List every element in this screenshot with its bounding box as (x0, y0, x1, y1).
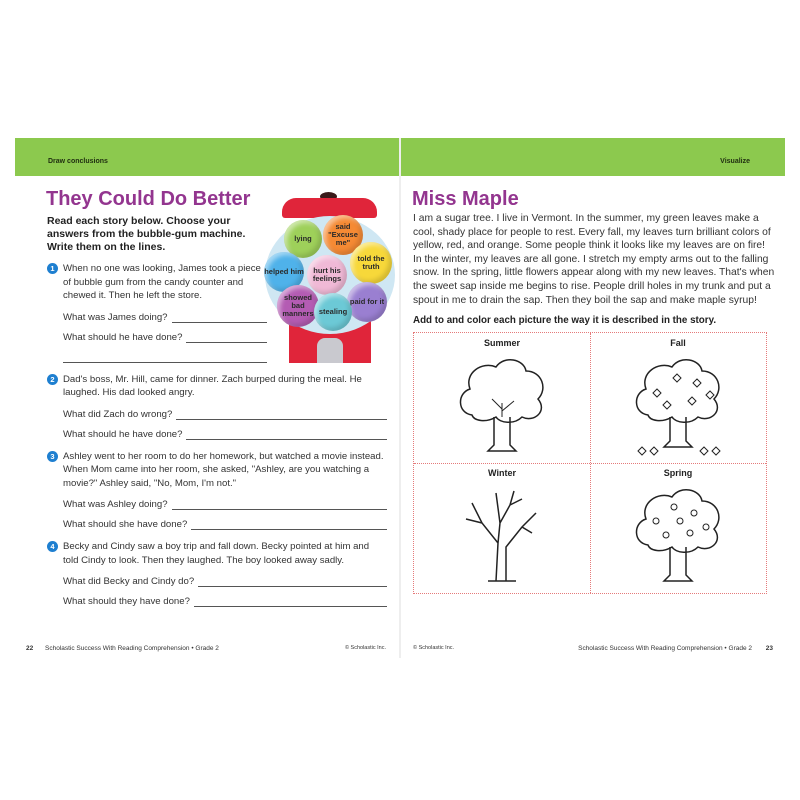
summer-tree-icon (452, 353, 552, 458)
gumball: showed bad manners (277, 285, 319, 327)
right-content (413, 212, 775, 594)
page-title: Miss Maple (412, 188, 519, 210)
answer-line[interactable] (186, 333, 267, 343)
question-label: What was James doing? (63, 311, 168, 323)
spring-tree-icon (628, 483, 728, 588)
footer-title: Scholastic Success With Reading Comprehension • Grade 2 (578, 645, 752, 652)
question-label: What did Zach do wrong? (63, 408, 173, 420)
story-text: I am a sugar tree. I live in Vermont. In the summer, my green leaves make a cool, shady place for people to rest. Every fall, my leaves turn brilliant colors of yellow, red, and orange. Some people think it looks like my leaves are on fire! In the winter, my leaves are all gone. I stretch my empty arms out to the falling snow. In the spring, little flowers appear along with my new leaves. That's when the sweet sap inside me begins to rise. People drill holes in my trunk and put a spout in me to drain the sap. Then they boil the sap and make maple syrup! (413, 213, 775, 306)
question-row (63, 351, 267, 363)
season-label: Fall (670, 338, 686, 349)
question-row (63, 595, 387, 607)
winter-tree-icon (452, 483, 552, 588)
page-number: 23 (765, 645, 773, 652)
gumball: told the truth (350, 242, 392, 284)
right-header-band (401, 138, 785, 176)
answer-line[interactable] (191, 520, 387, 530)
question-row (63, 311, 267, 323)
copyright: © Scholastic Inc. (344, 645, 386, 651)
footer-title: Scholastic Success With Reading Comprehension • Grade 2 (45, 645, 219, 652)
story-item (47, 540, 387, 607)
story-text: Becky and Cindy saw a boy trip and fall down. Becky pointed at him and told Cindy to look. Then they laughed. The boy looked away sadly. (63, 541, 370, 566)
instruction: Add to and color each picture the way it is described in the story. (413, 315, 717, 327)
story-item (47, 373, 387, 440)
answer-line[interactable] (186, 430, 387, 440)
left-header-band (15, 138, 400, 176)
left-content (47, 215, 387, 617)
story-item (47, 262, 267, 363)
page-gutter (399, 138, 401, 658)
page-title: They Could Do Better (46, 188, 251, 210)
section-tag: Draw conclusions (48, 158, 108, 165)
season-label: Spring (663, 468, 693, 479)
question-row (63, 428, 387, 440)
story-text: Ashley went to her room to do her homework, but watched a movie instead. When Mom came into her room, she asked, "Ashley, are you watching a movie?" Ashley said, "No, Mom, I'm not." (63, 450, 384, 489)
section-tag: Visualize (720, 158, 750, 165)
question-row (63, 408, 387, 420)
answer-line[interactable] (198, 577, 387, 587)
gumball: paid for it (347, 282, 387, 322)
question-row (63, 331, 267, 343)
answer-line[interactable] (172, 313, 267, 323)
page-number: 22 (26, 645, 34, 652)
story-text: When no one was looking, James took a piece of bubble gum from the candy counter and chewed it. Then he left the store. (63, 263, 261, 301)
question-label: What was Ashley doing? (63, 499, 168, 510)
gumball: hurt his feelings (307, 255, 347, 295)
season-cell-fall[interactable] (590, 333, 766, 463)
item-number: 3 (47, 451, 58, 462)
story-text: Dad's boss, Mr. Hill, came for dinner. Zach burped during the meal. He laughed. His dad looked angry. (63, 373, 362, 398)
question-label: What should he have done? (63, 331, 183, 343)
item-number: 4 (47, 541, 58, 552)
gumball: helped him (264, 252, 304, 292)
question-label: What should he have done? (63, 428, 183, 440)
answer-line[interactable] (172, 500, 387, 510)
gumball: stealing (314, 293, 352, 331)
answer-line[interactable] (63, 353, 267, 363)
answer-line[interactable] (194, 597, 387, 607)
instructions: Read each story below. Choose your answers from the bubble-gum machine. Write them on the lines. (47, 215, 246, 253)
season-label: Summer (483, 338, 520, 349)
question-row (63, 518, 387, 530)
question-label: What should they have done? (63, 596, 190, 607)
season-cell-spring[interactable] (590, 463, 766, 593)
question-row (63, 498, 387, 510)
season-cell-winter[interactable] (414, 463, 590, 593)
season-grid (413, 332, 767, 594)
question-label: What did Becky and Cindy do? (63, 576, 195, 587)
answer-line[interactable] (176, 410, 387, 420)
story-item (47, 450, 387, 531)
season-label: Winter (488, 468, 516, 479)
item-number: 1 (47, 263, 58, 274)
season-cell-summer[interactable] (414, 333, 590, 463)
question-label: What should she have done? (63, 519, 188, 530)
question-row (63, 575, 387, 587)
item-number: 2 (47, 374, 58, 385)
fall-tree-icon (628, 353, 728, 458)
gumball: said "Excuse me" (323, 215, 363, 255)
copyright: © Scholastic Inc. (413, 645, 455, 651)
gumball: lying (284, 220, 322, 258)
